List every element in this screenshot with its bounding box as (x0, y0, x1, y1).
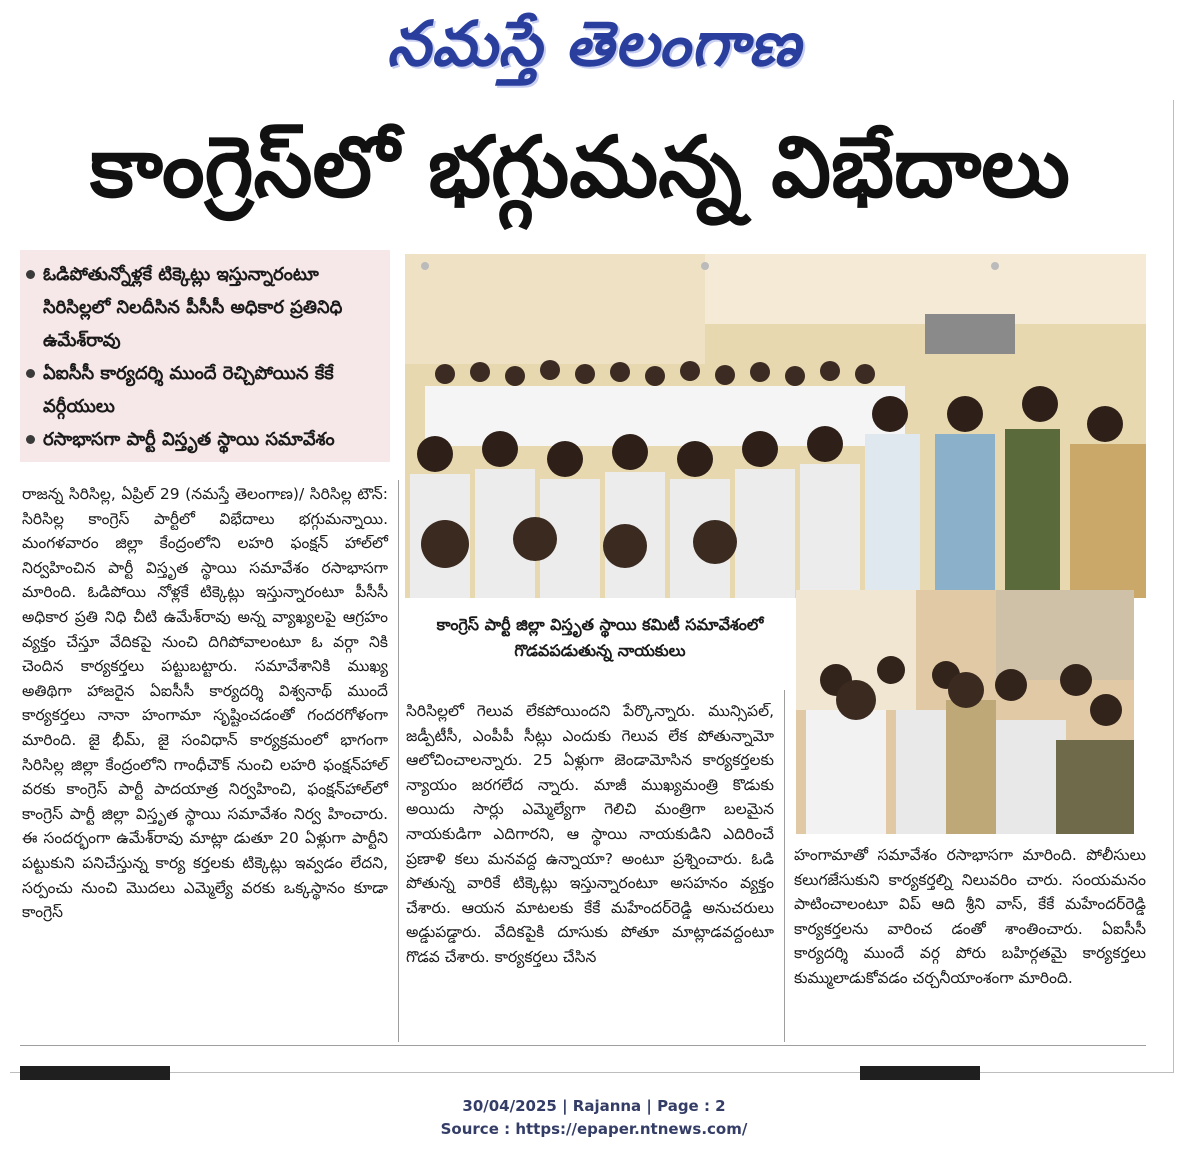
article-column-2: సిరిసిల్లలో గెలువ లేకపోయిందని పేర్కొన్నారు. మున్సిపల్, జడ్పీటీసీ, ఎంపీపీ సీట్లు ఎందుకు గెలువ లేక పోతున్నామో ఆలోచించాలన్నారు. 25 ఏళ్లుగా జెండామోసిన కార్యకర్తలకు న్యాయం జరగలేద న్నారు. మాజీ ముఖ్యమంత్రి కొడుకు అయిదు సార్లు ఎమ్మెల్యేగా గెలిచి మంత్రిగా బలమైన నాయకుడిగా ఎదిగారని, ఆ స్థాయి నాయకుడిని ఎదిరించే ప్రణాళి కలు మనవద్ద ఉన్నాయా? అంటూ ప్రశ్నించారు. ఓడి పోతున్న వారికే టిక్కెట్లు ఇస్తున్నారంటూ అసహనం వ్యక్తం చేశారు. ఆయన మాటలకు కేకే మహేందర్‌రెడ్డి అనుచరులు అడ్డుపడ్డారు. వేదికపైకి దూసుకు పోతూ మాట్లాడవద్దంటూ గొడవ చేశారు. కార్యకర్తలు చేసిన (406, 702, 774, 966)
highlight-item (20, 258, 390, 357)
masthead-logo: నమస్తే తెలంగాణ (386, 7, 802, 80)
highlight-text: ఓడిపోతున్నోళ్లకే టిక్కెట్లు ఇస్తున్నారంటూ సిరిసిల్లలో నిలదీసిన పీసీసీ అధికార ప్రతినిధి ఉమేశ్‌రావు (43, 264, 343, 351)
column-divider (784, 690, 785, 1042)
footer-date-edition: 30/04/2025 | Rajanna | Page : 2 (462, 1097, 726, 1115)
main-news-photo (405, 254, 1146, 598)
next-article-fragment (860, 1066, 980, 1080)
bullet-icon (26, 369, 35, 378)
bullet-icon (26, 270, 35, 279)
bullet-icon (26, 435, 35, 444)
footer-source-link[interactable]: Source : https://epaper.ntnews.com/ (440, 1120, 748, 1138)
photo-caption: కాంగ్రెస్ పార్టీ జిల్లా విస్తృత స్థాయి కమిటీ సమావేశంలో గొడవపడుతున్న నాయకులు (436, 615, 764, 660)
headline: కాంగ్రెస్‌లో భగ్గుమన్న విభేదాలు (90, 118, 1070, 216)
secondary-news-photo (796, 590, 1134, 834)
next-article-fragment (20, 1066, 170, 1080)
section-divider (20, 1045, 1146, 1046)
column-divider (398, 480, 399, 1042)
highlight-item (20, 423, 390, 456)
article-column-3: హంగామాతో సమావేశం రసాభాసగా మారింది. పోలీసులు కలుగజేసుకుని కార్యకర్తల్ని నిలువరిం చారు. సంయమనం పాటించాలంటూ విప్ ఆది శ్రీని వాస్, కేకే మహేందర్‌రెడ్డి కార్యకర్తలను వారించ డంతో శాంతించారు. ఏఐసీసీ కార్యదర్శి ముందే వర్గ పోరు బహిర్గతమై కార్యకర్తలు కుమ్ములాడుకోవడం చర్చనీయాంశంగా మారింది. (794, 846, 1146, 987)
article-column-1: రాజన్న సిరిసిల్ల, ఏప్రిల్ 29 (నమస్తే తెలంగాణ)/ సిరిసిల్ల టౌన్: సిరిసిల్ల కాంగ్రెస్ పార్టీలో విభేదాలు భగ్గుమన్నాయి. మంగళవారం జిల్లా కేంద్రంలోని లహరి ఫంక్షన్ హాల్‌లో నిర్వహించిన పార్టీ విస్తృత స్థాయి సమావేశం రసాభాసగా మారింది. ఓడిపోయి నోళ్లకే టిక్కెట్లు ఇస్తున్నారంటూ పీసీసీ అధికార ప్రతి నిధి చీటి ఉమేశ్‌రావు అన్న వ్యాఖ్యలపై ఆగ్రహం వ్యక్తం చేస్తూ వేదికపై నుంచి దిగిపోవాలంటూ ఓ వర్గా నికి చెందిన కార్యకర్తలు పట్టుబట్టారు. సమావేశానికి ముఖ్య అతిథిగా హాజరైన ఏఐసీసీ కార్యదర్శి విశ్వనాథ్ ముందే కార్యకర్తలు నానా హంగామా సృష్టించడంతో గందరగోళంగా మారింది. జై భీమ్, జై సంవిధాన్ కార్యక్రమంలో భాగంగా సిరిసిల్ల జిల్లా కేంద్రంలోని గాంధీచౌక్ నుంచి లహరి ఫంక్షన్‌హాల్ వరకు కాంగ్రెస్ పార్టీ పాదయాత్ర నిర్వహించి, ఫంక్షన్‌హాల్‌లో కాంగ్రెస్ పార్టీ జిల్లా విస్తృత స్థాయి సమావేశం నిర్వ హించారు. ఈ సందర్భంగా ఉమేశ్‌రావు మాట్లా డుతూ 20 ఏళ్లుగా పార్టీని పట్టుకుని పనిచేస్తున్న కార్య కర్తలకు టిక్కెట్లు ఇవ్వడం లేదని, సర్పంచు నుంచి మొదలు ఎమ్మెల్యే వరకు ఒక్కస్థానం కూడా కాంగ్రెస్ (22, 485, 388, 922)
highlight-text: రసాభాసగా పార్టీ విస్తృత స్థాయి సమావేశం (43, 429, 335, 450)
highlight-item (20, 357, 390, 423)
highlights-box (20, 250, 390, 462)
highlight-text: ఏఐసీసీ కార్యదర్శి ముందే రెచ్చిపోయిన కేకే వర్గీయులు (43, 363, 334, 417)
